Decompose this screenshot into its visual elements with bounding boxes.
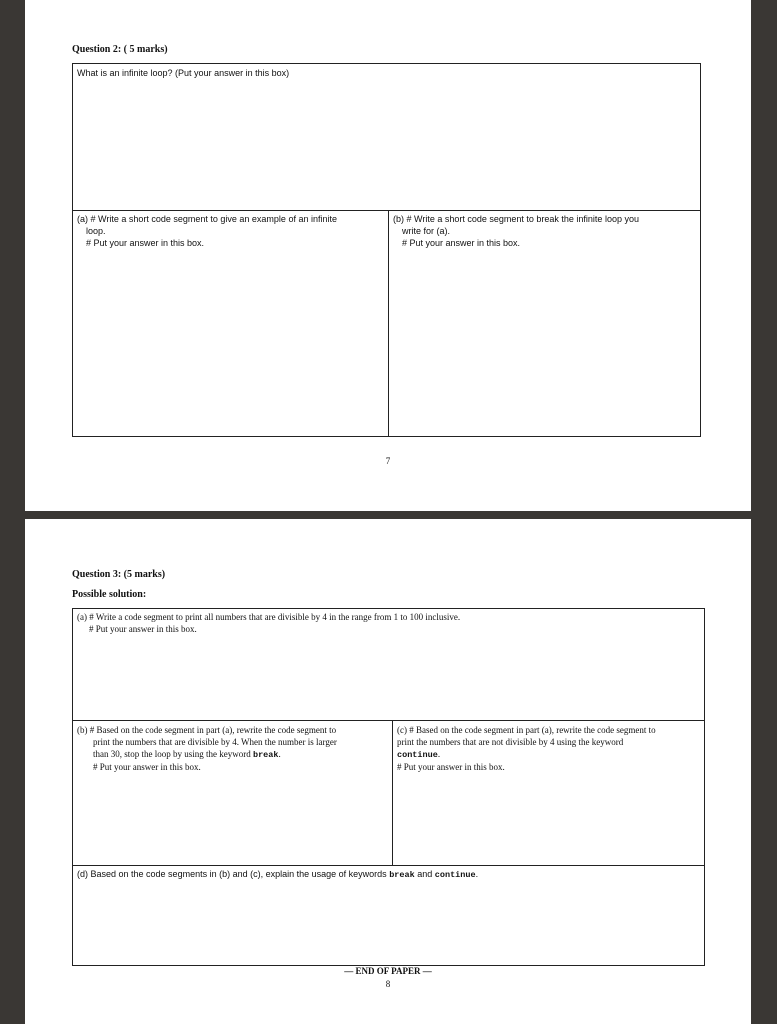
question-3-title: Question 3: (5 marks) xyxy=(72,569,166,580)
keyword-break: break xyxy=(252,750,279,760)
q3-part-c-line1: (c) # Based on the code segment in part (a), rewrite the code segment to xyxy=(397,725,656,735)
infinite-loop-prompt: What is an infinite loop? (Put your answer in this box) xyxy=(77,68,290,78)
page-number: 8 xyxy=(385,979,391,989)
q3-part-d-and: and xyxy=(417,869,433,879)
page-number: 7 xyxy=(385,456,391,466)
page-8 xyxy=(25,519,751,1024)
q3-part-a-line2: # Put your answer in this box. xyxy=(89,624,197,634)
q3-part-b-prompt xyxy=(77,724,389,773)
q3-part-a-prompt xyxy=(77,611,460,635)
keyword-continue: continue xyxy=(397,750,438,760)
q3-part-d-text: (d) Based on the code segments in (b) and (c), explain the usage of keywords xyxy=(77,869,387,879)
part-b-line3: # Put your answer in this box. xyxy=(402,238,521,248)
q3-part-d-end: . xyxy=(475,869,479,879)
q3-part-c-line2: print the numbers that are not divisible by 4 using the keyword xyxy=(397,737,624,747)
q3-part-b-line2: print the numbers that are divisible by 4. When the number is larger xyxy=(93,737,337,747)
infinite-loop-answer-box[interactable] xyxy=(72,63,701,211)
part-b-line2: write for (a). xyxy=(402,226,451,236)
q3-part-c-line3 xyxy=(397,748,701,761)
end-of-paper: — END OF PAPER — xyxy=(344,966,432,976)
q3-part-b-line4: # Put your answer in this box. xyxy=(93,762,201,772)
possible-solution-label: Possible solution: xyxy=(72,589,147,600)
q3-part-b-line3-end: . xyxy=(278,749,281,759)
q3-part-b-line1: (b) # Based on the code segment in part (a), rewrite the code segment to xyxy=(77,725,337,735)
q3-part-a-line1: (a) # Write a code segment to print all numbers that are divisible by 4 in the range from 1 to 100 inclusive. xyxy=(77,612,461,622)
q3-part-c-keyword-end: . xyxy=(437,749,441,759)
q3-part-b-answer-box[interactable] xyxy=(72,720,393,866)
question-2-title: Question 2: ( 5 marks) xyxy=(72,44,168,55)
part-b-prompt xyxy=(393,213,695,249)
q3-part-a-answer-box[interactable] xyxy=(72,608,705,721)
page-7 xyxy=(25,0,751,511)
part-a-prompt xyxy=(77,213,382,249)
q3-part-d-prompt xyxy=(77,868,478,881)
part-a-line2: loop. xyxy=(86,226,106,236)
part-a-line1: (a) # Write a short code segment to give an example of an infinite xyxy=(77,214,337,224)
q3-part-c-prompt xyxy=(397,724,701,773)
q3-part-b-line3 xyxy=(77,748,389,761)
part-b-answer-box[interactable] xyxy=(388,210,701,437)
part-a-answer-box[interactable] xyxy=(72,210,389,437)
q3-part-c-line4: # Put your answer in this box. xyxy=(397,762,505,772)
q3-part-d-answer-box[interactable] xyxy=(72,865,705,966)
keyword-break-d: break xyxy=(389,870,415,880)
keyword-continue-d: continue xyxy=(434,870,476,880)
part-b-line1: (b) # Write a short code segment to break the infinite loop you xyxy=(393,214,639,224)
part-a-line3: # Put your answer in this box. xyxy=(86,238,205,248)
q3-part-c-answer-box[interactable] xyxy=(392,720,705,866)
q3-part-b-line3-text: than 30, stop the loop by using the keyword xyxy=(93,749,251,759)
